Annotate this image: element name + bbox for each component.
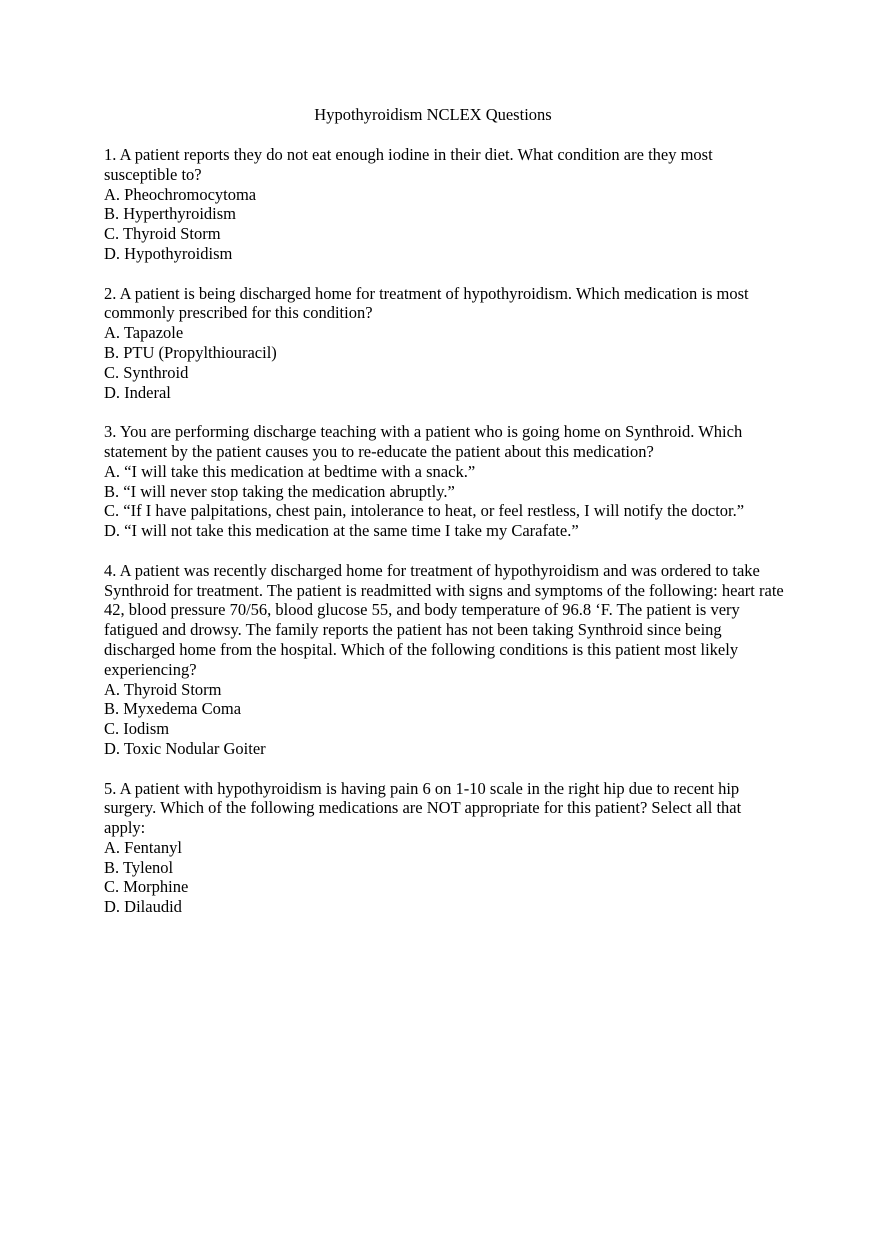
question-4 [104, 561, 784, 759]
answer-option-b: B. PTU (Propylthiouracil) [104, 342, 277, 362]
question-2 [104, 284, 784, 403]
answer-option-d: D. Toxic Nodular Goiter [104, 738, 266, 758]
answer-option-b: B. Myxedema Coma [104, 699, 242, 719]
answer-option-d: D. Inderal [104, 382, 171, 402]
question-list [104, 145, 784, 937]
question-stem: 4. A patient was recently discharged home for treatment of hypothyroidism and was ordered to take Synthroid for treatment. The patient is readmitted with signs and symptoms of the following: heart rate 42, blood pressure 70/56, blood glucose 55, and body temperature of 96.8 ‘F. The patient is very fatigued and drowsy. The family reports the patient has not been taking Synthroid since being discharged home from the hospital. Which of the following conditions is this patient most likely experiencing? [104, 560, 784, 679]
answer-option-b: B. Tylenol [104, 857, 174, 877]
answer-option-c: C. Thyroid Storm [104, 224, 221, 244]
question-5 [104, 779, 784, 918]
answer-option-a: A. Pheochromocytoma [104, 184, 257, 204]
document-title: Hypothyroidism NCLEX Questions [314, 105, 552, 124]
answer-option-c: C. Synthroid [104, 362, 189, 382]
question-3 [104, 422, 784, 541]
answer-option-b: B. “I will never stop taking the medication abruptly.” [104, 481, 455, 501]
answer-option-d: D. Dilaudid [104, 897, 182, 917]
answer-option-d: D. Hypothyroidism [104, 243, 233, 263]
question-1 [104, 145, 784, 264]
answer-option-c: C. Iodism [104, 719, 170, 739]
answer-option-a: A. Fentanyl [104, 837, 182, 857]
question-stem: 5. A patient with hypothyroidism is having pain 6 on 1-10 scale in the right hip due to recent hip surgery. Which of the following medications are NOT appropriate for this patient? Select all that apply: [104, 778, 742, 838]
answer-option-b: B. Hyperthyroidism [104, 204, 236, 224]
answer-option-a: A. Thyroid Storm [104, 679, 222, 699]
answer-option-a: A. Tapazole [104, 323, 184, 343]
answer-option-a: A. “I will take this medication at bedtime with a snack.” [104, 461, 476, 481]
answer-option-d: D. “I will not take this medication at the same time I take my Carafate.” [104, 521, 579, 541]
answer-option-c: C. “If I have palpitations, chest pain, intolerance to heat, or feel restless, I will notify the doctor.” [104, 501, 745, 521]
question-stem: 2. A patient is being discharged home for treatment of hypothyroidism. Which medication is most commonly prescribed for this condition? [104, 283, 749, 323]
answer-option-c: C. Morphine [104, 877, 189, 897]
question-stem: 3. You are performing discharge teaching with a patient who is going home on Synthroid. Which statement by the patient causes you to re-educate the patient about this medication? [104, 422, 743, 461]
question-stem: 1. A patient reports they do not eat enough iodine in their diet. What condition are they most susceptible to? [104, 145, 713, 184]
